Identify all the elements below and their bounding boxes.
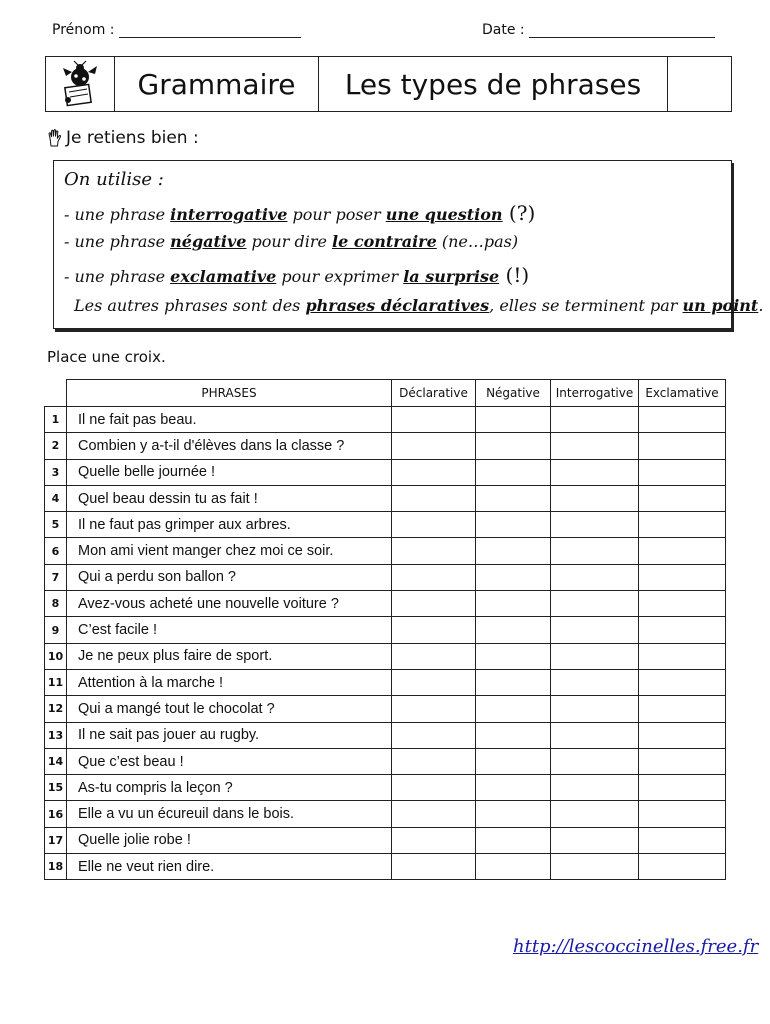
table-row bbox=[45, 669, 726, 695]
checkbox-cell-negative[interactable] bbox=[476, 459, 551, 485]
row-number: 14 bbox=[45, 748, 67, 774]
subject-title: Grammaire bbox=[115, 57, 319, 111]
retiens-label: Je retiens bien : bbox=[66, 128, 199, 148]
rule-line-negative: - une phrase négative pour dire le contraire (ne…pas) bbox=[64, 232, 519, 251]
checkbox-cell-exclamative[interactable] bbox=[639, 827, 726, 853]
row-sentence: Quelle belle journée ! bbox=[67, 459, 392, 485]
table-row bbox=[45, 512, 726, 538]
checkbox-cell-exclamative[interactable] bbox=[639, 669, 726, 695]
row-number: 4 bbox=[45, 485, 67, 511]
checkbox-cell-exclamative[interactable] bbox=[639, 801, 726, 827]
sentence-table bbox=[44, 379, 726, 880]
checkbox-cell-exclamative[interactable] bbox=[639, 459, 726, 485]
table-row bbox=[45, 827, 726, 853]
checkbox-cell-declarative[interactable] bbox=[392, 564, 476, 590]
table-header-row bbox=[45, 380, 726, 407]
date-label: Date : bbox=[482, 22, 525, 38]
table-row bbox=[45, 433, 726, 459]
checkbox-cell-interrogative[interactable] bbox=[551, 591, 639, 617]
prenom-field bbox=[52, 22, 301, 38]
row-number: 16 bbox=[45, 801, 67, 827]
table-row bbox=[45, 485, 726, 511]
checkbox-cell-declarative[interactable] bbox=[392, 433, 476, 459]
table-row bbox=[45, 459, 726, 485]
checkbox-cell-exclamative[interactable] bbox=[639, 538, 726, 564]
checkbox-cell-interrogative[interactable] bbox=[551, 827, 639, 853]
ladybug-logo-icon bbox=[46, 57, 115, 111]
checkbox-cell-interrogative[interactable] bbox=[551, 512, 639, 538]
checkbox-cell-negative[interactable] bbox=[476, 591, 551, 617]
checkbox-cell-exclamative[interactable] bbox=[639, 407, 726, 433]
header-corner bbox=[45, 380, 67, 407]
header-negative: Négative bbox=[476, 380, 551, 407]
row-number: 3 bbox=[45, 459, 67, 485]
row-number: 10 bbox=[45, 643, 67, 669]
checkbox-cell-interrogative[interactable] bbox=[551, 485, 639, 511]
prenom-blank-line[interactable] bbox=[119, 37, 301, 38]
row-sentence: As-tu compris la leçon ? bbox=[67, 775, 392, 801]
checkbox-cell-negative[interactable] bbox=[476, 696, 551, 722]
checkbox-cell-negative[interactable] bbox=[476, 722, 551, 748]
rule-intro: On utilise : bbox=[64, 169, 164, 190]
website-link[interactable]: http://lescoccinelles.free.fr bbox=[513, 936, 759, 957]
checkbox-cell-interrogative[interactable] bbox=[551, 643, 639, 669]
row-number: 1 bbox=[45, 407, 67, 433]
row-number: 7 bbox=[45, 564, 67, 590]
row-sentence: C’est facile ! bbox=[67, 617, 392, 643]
checkbox-cell-negative[interactable] bbox=[476, 512, 551, 538]
checkbox-cell-negative[interactable] bbox=[476, 748, 551, 774]
header-phrases: PHRASES bbox=[67, 380, 392, 407]
table-row bbox=[45, 775, 726, 801]
checkbox-cell-interrogative[interactable] bbox=[551, 669, 639, 695]
row-sentence: Attention à la marche ! bbox=[67, 669, 392, 695]
row-sentence: Mon ami vient manger chez moi ce soir. bbox=[67, 538, 392, 564]
checkbox-cell-interrogative[interactable] bbox=[551, 617, 639, 643]
checkbox-cell-exclamative[interactable] bbox=[639, 617, 726, 643]
row-sentence: Combien y a-t-il d'élèves dans la classe ? bbox=[67, 433, 392, 459]
checkbox-cell-negative[interactable] bbox=[476, 617, 551, 643]
checkbox-cell-negative[interactable] bbox=[476, 564, 551, 590]
date-field bbox=[482, 22, 715, 38]
row-sentence: Quelle jolie robe ! bbox=[67, 827, 392, 853]
checkbox-cell-interrogative[interactable] bbox=[551, 775, 639, 801]
checkbox-cell-declarative[interactable] bbox=[392, 722, 476, 748]
rule-line-declarative: Les autres phrases sont des phrases déclaratives, elles se terminent par un point. bbox=[74, 296, 764, 315]
hand-icon bbox=[47, 129, 63, 147]
title-box bbox=[45, 56, 732, 112]
checkbox-cell-declarative[interactable] bbox=[392, 485, 476, 511]
table-row bbox=[45, 643, 726, 669]
row-sentence: Qui a perdu son ballon ? bbox=[67, 564, 392, 590]
rule-box bbox=[53, 160, 764, 329]
row-sentence: Je ne peux plus faire de sport. bbox=[67, 643, 392, 669]
row-sentence: Elle ne veut rien dire. bbox=[67, 854, 392, 880]
checkbox-cell-declarative[interactable] bbox=[392, 801, 476, 827]
checkbox-cell-interrogative[interactable] bbox=[551, 433, 639, 459]
row-number: 6 bbox=[45, 538, 67, 564]
checkbox-cell-negative[interactable] bbox=[476, 407, 551, 433]
date-blank-line[interactable] bbox=[529, 37, 715, 38]
checkbox-cell-declarative[interactable] bbox=[392, 617, 476, 643]
row-sentence: Quel beau dessin tu as fait ! bbox=[67, 485, 392, 511]
checkbox-cell-interrogative[interactable] bbox=[551, 407, 639, 433]
table-row bbox=[45, 801, 726, 827]
rule-line-exclamative: - une phrase exclamative pour exprimer la surprise (!) bbox=[64, 263, 530, 287]
checkbox-cell-interrogative[interactable] bbox=[551, 801, 639, 827]
row-number: 15 bbox=[45, 775, 67, 801]
table-row bbox=[45, 591, 726, 617]
checkbox-cell-negative[interactable] bbox=[476, 801, 551, 827]
table-row bbox=[45, 722, 726, 748]
table-row bbox=[45, 748, 726, 774]
checkbox-cell-negative[interactable] bbox=[476, 854, 551, 880]
checkbox-cell-negative[interactable] bbox=[476, 827, 551, 853]
checkbox-cell-exclamative[interactable] bbox=[639, 564, 726, 590]
checkbox-cell-declarative[interactable] bbox=[392, 696, 476, 722]
checkbox-cell-interrogative[interactable] bbox=[551, 854, 639, 880]
checkbox-cell-exclamative[interactable] bbox=[639, 775, 726, 801]
title-empty-cell bbox=[668, 57, 731, 111]
row-number: 18 bbox=[45, 854, 67, 880]
row-number: 5 bbox=[45, 512, 67, 538]
row-number: 17 bbox=[45, 827, 67, 853]
row-number: 8 bbox=[45, 591, 67, 617]
row-sentence: Il ne sait pas jouer au rugby. bbox=[67, 722, 392, 748]
topic-title: Les types de phrases bbox=[319, 57, 668, 111]
checkbox-cell-interrogative[interactable] bbox=[551, 696, 639, 722]
checkbox-cell-exclamative[interactable] bbox=[639, 591, 726, 617]
checkbox-cell-declarative[interactable] bbox=[392, 827, 476, 853]
checkbox-cell-interrogative[interactable] bbox=[551, 564, 639, 590]
row-sentence: Il ne fait pas beau. bbox=[67, 407, 392, 433]
checkbox-cell-exclamative[interactable] bbox=[639, 696, 726, 722]
checkbox-cell-declarative[interactable] bbox=[392, 407, 476, 433]
table-row bbox=[45, 696, 726, 722]
checkbox-cell-negative[interactable] bbox=[476, 775, 551, 801]
checkbox-cell-declarative[interactable] bbox=[392, 669, 476, 695]
rule-line-interrogative: - une phrase interrogative pour poser une question (?) bbox=[64, 201, 536, 225]
instruction-text: Place une croix. bbox=[47, 348, 166, 366]
checkbox-cell-negative[interactable] bbox=[476, 669, 551, 695]
header-exclamative: Exclamative bbox=[639, 380, 726, 407]
row-number: 2 bbox=[45, 433, 67, 459]
table-row bbox=[45, 617, 726, 643]
checkbox-cell-declarative[interactable] bbox=[392, 643, 476, 669]
prenom-label: Prénom : bbox=[52, 22, 115, 38]
checkbox-cell-exclamative[interactable] bbox=[639, 485, 726, 511]
table-row bbox=[45, 854, 726, 880]
row-number: 12 bbox=[45, 696, 67, 722]
checkbox-cell-declarative[interactable] bbox=[392, 512, 476, 538]
checkbox-cell-declarative[interactable] bbox=[392, 775, 476, 801]
row-number: 13 bbox=[45, 722, 67, 748]
row-number: 9 bbox=[45, 617, 67, 643]
retiens-heading bbox=[47, 128, 199, 148]
table-row bbox=[45, 538, 726, 564]
checkbox-cell-exclamative[interactable] bbox=[639, 512, 726, 538]
checkbox-cell-exclamative[interactable] bbox=[639, 854, 726, 880]
row-sentence: Qui a mangé tout le chocolat ? bbox=[67, 696, 392, 722]
checkbox-cell-negative[interactable] bbox=[476, 538, 551, 564]
checkbox-cell-interrogative[interactable] bbox=[551, 459, 639, 485]
header-interrogative: Interrogative bbox=[551, 380, 639, 407]
checkbox-cell-interrogative[interactable] bbox=[551, 538, 639, 564]
checkbox-cell-exclamative[interactable] bbox=[639, 722, 726, 748]
checkbox-cell-interrogative[interactable] bbox=[551, 722, 639, 748]
header-declarative: Déclarative bbox=[392, 380, 476, 407]
checkbox-cell-negative[interactable] bbox=[476, 485, 551, 511]
checkbox-cell-declarative[interactable] bbox=[392, 538, 476, 564]
checkbox-cell-negative[interactable] bbox=[476, 433, 551, 459]
checkbox-cell-declarative[interactable] bbox=[392, 748, 476, 774]
checkbox-cell-declarative[interactable] bbox=[392, 854, 476, 880]
row-sentence: Il ne faut pas grimper aux arbres. bbox=[67, 512, 392, 538]
checkbox-cell-declarative[interactable] bbox=[392, 459, 476, 485]
row-sentence: Avez-vous acheté une nouvelle voiture ? bbox=[67, 591, 392, 617]
row-sentence: Que c’est beau ! bbox=[67, 748, 392, 774]
checkbox-cell-exclamative[interactable] bbox=[639, 748, 726, 774]
row-sentence: Elle a vu un écureuil dans le bois. bbox=[67, 801, 392, 827]
checkbox-cell-interrogative[interactable] bbox=[551, 748, 639, 774]
checkbox-cell-exclamative[interactable] bbox=[639, 643, 726, 669]
checkbox-cell-negative[interactable] bbox=[476, 643, 551, 669]
row-number: 11 bbox=[45, 669, 67, 695]
checkbox-cell-declarative[interactable] bbox=[392, 591, 476, 617]
table-row bbox=[45, 564, 726, 590]
checkbox-cell-exclamative[interactable] bbox=[639, 433, 726, 459]
table-row bbox=[45, 407, 726, 433]
